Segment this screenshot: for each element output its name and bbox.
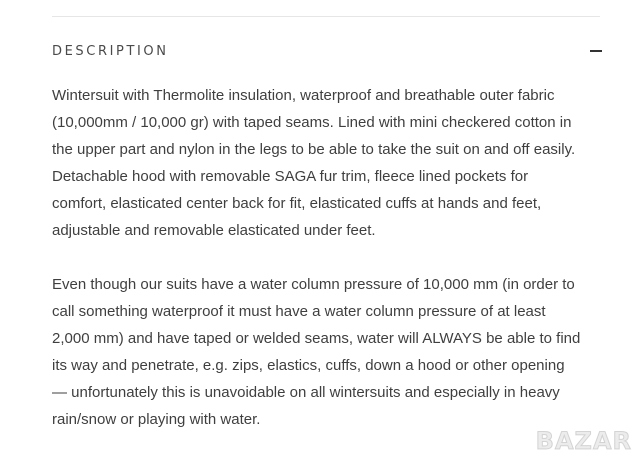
description-content — [52, 82, 582, 433]
minus-icon[interactable] — [590, 45, 602, 57]
description-title: DESCRIPTION — [52, 43, 169, 59]
description-accordion-header[interactable] — [52, 38, 602, 64]
description-paragraph-1: Wintersuit with Thermolite insulation, waterproof and breathable outer fabric (10,000mm / 10,000 gr) with taped seams. Lined with mini checkered cotton in the upper part and nylon in the legs to be able to take the suit on and off easily. Detachable hood with removable SAGA fur trim, fleece lined pockets for comfort, elasticated center back for fit, elasticated cuffs at hands and feet, adjustable and removable elasticated under feet. — [52, 87, 576, 239]
top-divider — [52, 16, 600, 17]
bazar-watermark-logo: BAZAR — [535, 427, 632, 455]
description-paragraph-2: Even though our suits have a water column pressure of 10,000 mm (in order to call something waterproof it must have a water column pressure of at least 2,000 mm) and have taped or welded seams, water will ALWAYS be able to find its way and penetrate, e.g. zips, elastics, cuffs, down a hood or other opening — unfortunately this is unavoidable on all wintersuits and especially in heavy rain/snow or playing with water. — [52, 276, 581, 428]
